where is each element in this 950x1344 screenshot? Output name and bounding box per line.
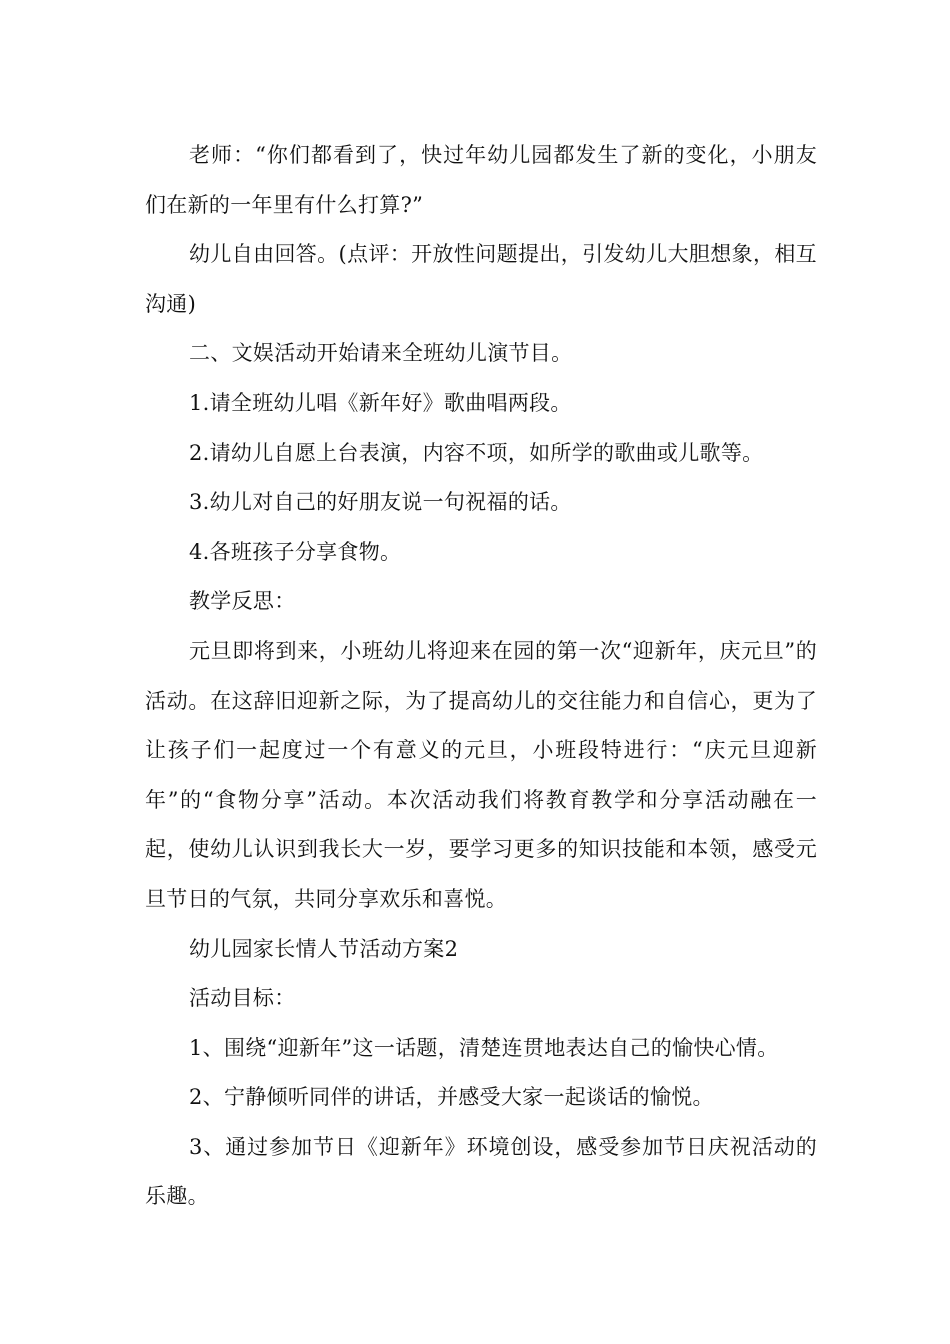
paragraph-children-answer: 幼儿自由回答。(点评：开放性问题提出，引发幼儿大胆想象，相互沟通) — [145, 242, 817, 316]
paragraph-item-3: 3.幼儿对自己的好朋友说一句祝福的话。 — [189, 490, 572, 515]
paragraph-goal-2: 2、宁静倾听同伴的讲话，并感受大家一起谈话的愉悦。 — [189, 1085, 714, 1110]
paragraph-item-4: 4.各班孩子分享食物。 — [189, 539, 402, 564]
paragraph-item-2: 2.请幼儿自愿上台表演，内容不项，如所学的歌曲或儿歌等。 — [189, 440, 764, 465]
document-body — [145, 131, 817, 1222]
paragraph-goal-3: 3、通过参加节日《迎新年》环境创设，感受参加节日庆祝活动的乐趣。 — [145, 1134, 817, 1209]
paragraph-teacher-question: 老师：“你们都看到了，快过年幼儿园都发生了新的变化，小朋友们在新的一年里有什么打算?” — [145, 143, 817, 217]
paragraph-reflection-body: 元旦即将到来，小班幼儿将迎来在园的第一次“迎新年，庆元旦”的活动。在这辞旧迎新之际，为了提高幼儿的交往能力和自信心，更为了让孩子们一起度过一个有意义的元旦，小班段特进行：“庆元旦迎新年”的“食物分享”活动。本次活动我们将教育教学和分享活动融在一起，使幼儿认识到我长大一岁，要学习更多的知识技能和本领，感受元旦节日的气氛，共同分享欢乐和喜悦。 — [145, 638, 817, 911]
paragraph-section-two-heading: 二、文娱活动开始请来全班幼儿演节目。 — [189, 341, 573, 366]
paragraph-reflection-heading: 教学反思： — [189, 589, 296, 614]
paragraph-goals-heading: 活动目标： — [189, 986, 296, 1011]
paragraph-item-1: 1.请全班幼儿唱《新年好》歌曲唱两段。 — [189, 390, 572, 415]
paragraph-plan-title: 幼儿园家长情人节活动方案2 — [189, 936, 459, 961]
paragraph-goal-1: 1、围绕“迎新年”这一话题，清楚连贯地表达自己的愉快心情。 — [189, 1035, 779, 1060]
